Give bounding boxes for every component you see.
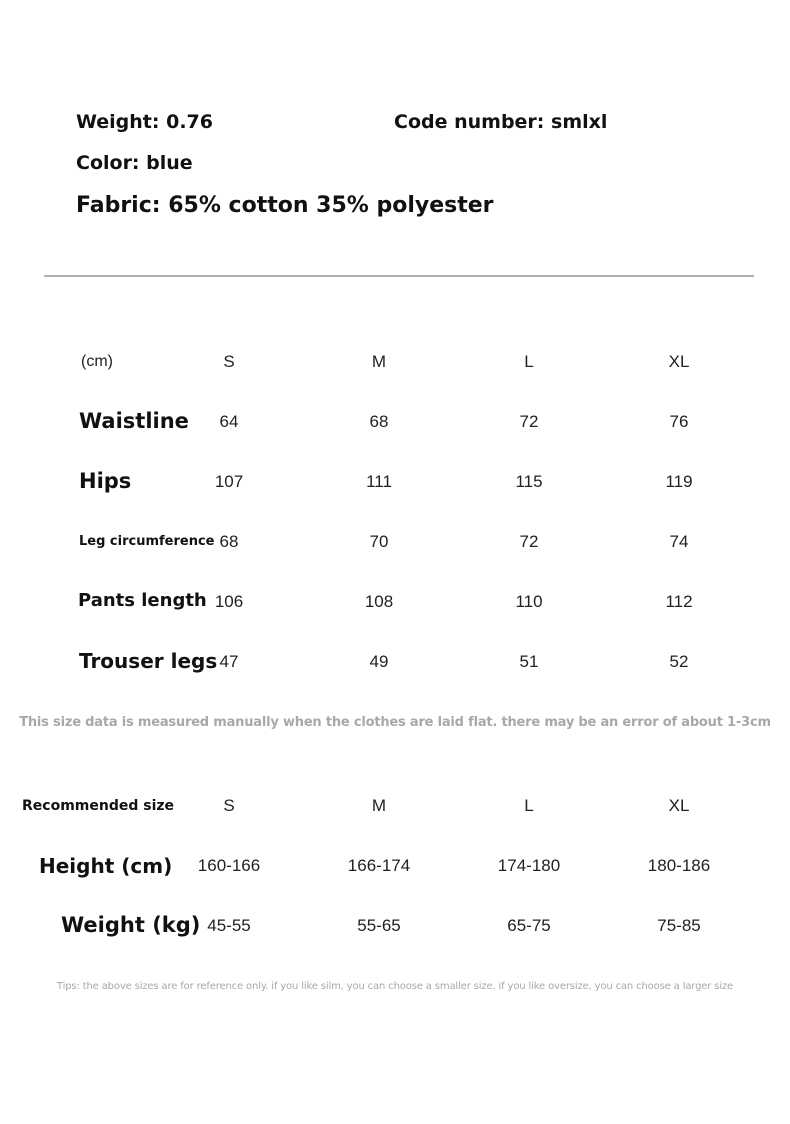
tips-note: Tips: the above sizes are for reference only. if you like silm, you can choose a smaller size. if you like oversize, you can choose a larger size bbox=[56, 981, 734, 992]
size-header-xl: XL bbox=[668, 796, 690, 815]
size-header-s: S bbox=[223, 352, 235, 371]
table-cell: 115 bbox=[515, 472, 543, 491]
row-label-hips: Hips bbox=[79, 469, 132, 493]
table-cell: 119 bbox=[665, 472, 693, 491]
table-cell: 45-55 bbox=[207, 916, 251, 935]
row-label-waistline: Waistline bbox=[79, 409, 189, 433]
table-cell: 47 bbox=[219, 652, 239, 671]
row-label-trouser-legs: Trouser legs bbox=[79, 649, 218, 673]
table-cell: 111 bbox=[366, 472, 392, 491]
table-cell: 107 bbox=[214, 472, 244, 491]
recommended-size-header: Recommended size bbox=[22, 798, 175, 814]
table-cell: 64 bbox=[219, 412, 239, 431]
size-header-xl: XL bbox=[668, 352, 690, 371]
table-cell: 72 bbox=[519, 532, 539, 551]
row-label-height: Height (cm) bbox=[39, 854, 173, 878]
code-number-info: Code number: smlxl bbox=[394, 111, 608, 133]
table-cell: 76 bbox=[669, 412, 689, 431]
table-cell: 65-75 bbox=[507, 916, 551, 935]
unit-label: (cm) bbox=[81, 353, 113, 370]
table-cell: 160-166 bbox=[197, 856, 261, 875]
table-cell: 74 bbox=[669, 532, 689, 551]
table-cell: 70 bbox=[369, 532, 389, 551]
table-cell: 55-65 bbox=[357, 916, 401, 935]
fabric-info: Fabric: 65% cotton 35% polyester bbox=[76, 193, 494, 218]
section-divider bbox=[44, 275, 754, 277]
table-cell: 72 bbox=[519, 412, 539, 431]
size-header-l: L bbox=[524, 352, 534, 371]
color-info: Color: blue bbox=[76, 152, 193, 174]
table-cell: 75-85 bbox=[657, 916, 701, 935]
row-label-weight: Weight (kg) bbox=[61, 913, 201, 937]
table-cell: 68 bbox=[369, 412, 389, 431]
table-cell: 174-180 bbox=[497, 856, 561, 875]
weight-info: Weight: 0.76 bbox=[76, 111, 213, 133]
table-cell: 49 bbox=[369, 652, 389, 671]
size-header-l: L bbox=[524, 796, 534, 815]
row-label-leg-circumference: Leg circumference bbox=[79, 534, 215, 549]
table-cell: 106 bbox=[214, 592, 244, 611]
table-cell: 108 bbox=[364, 592, 394, 611]
table-cell: 52 bbox=[669, 652, 689, 671]
size-header-m: M bbox=[371, 352, 387, 371]
measurement-note: This size data is measured manually when the clothes are laid flat. there may be an error of about 1-3cm bbox=[19, 715, 771, 730]
table-cell: 112 bbox=[665, 592, 693, 611]
table-cell: 51 bbox=[519, 652, 539, 671]
table-cell: 110 bbox=[515, 592, 543, 611]
size-header-s: S bbox=[223, 796, 235, 815]
table-cell: 68 bbox=[219, 532, 239, 551]
size-header-m: M bbox=[371, 796, 387, 815]
row-label-pants-length: Pants length bbox=[78, 590, 207, 611]
table-cell: 180-186 bbox=[647, 856, 711, 875]
table-cell: 166-174 bbox=[347, 856, 411, 875]
